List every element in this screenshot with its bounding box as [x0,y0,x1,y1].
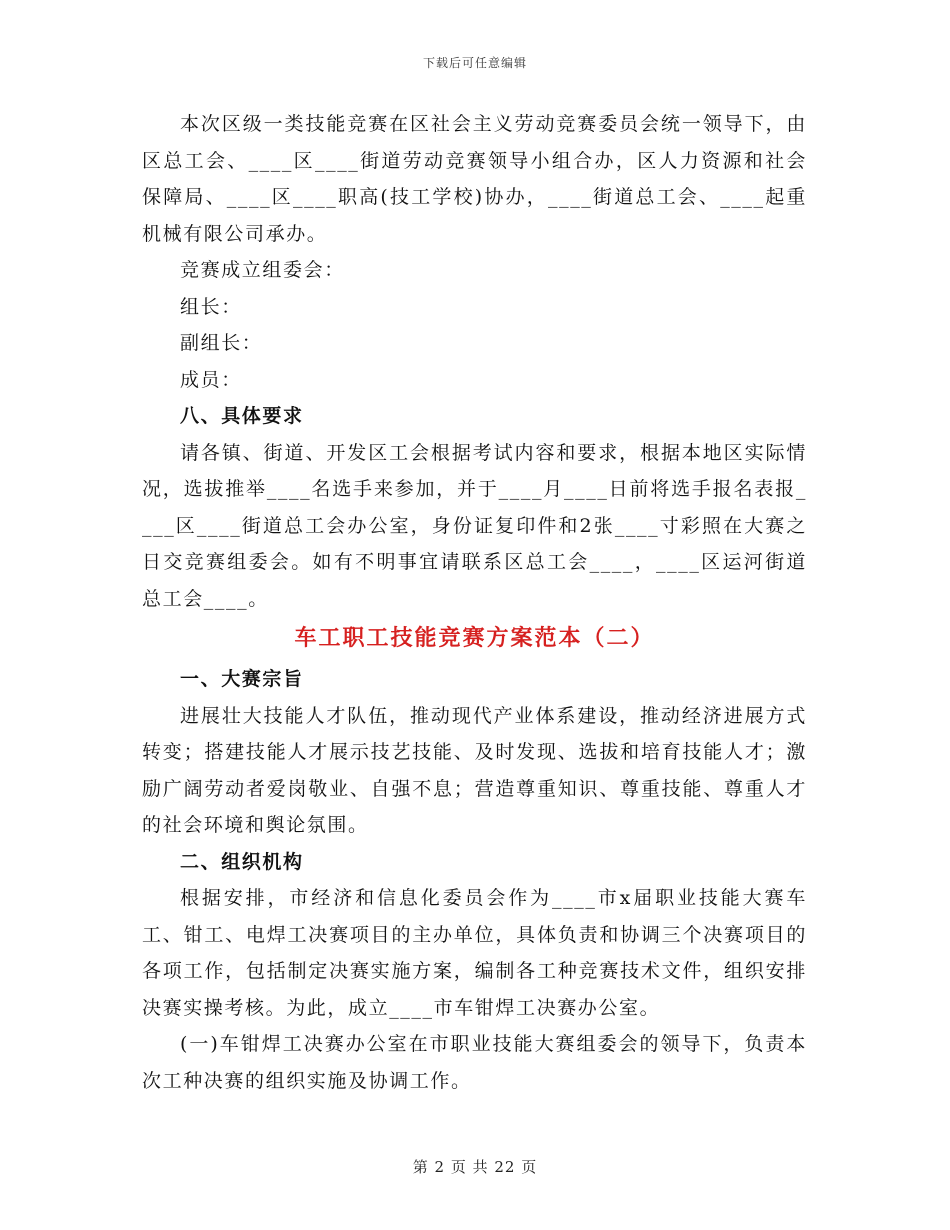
section-heading-requirements: 八、具体要求 [180,405,304,427]
document-body [142,106,807,1099]
paragraph-organizers: 本次区级一类技能竞赛在区社会主义劳动竞赛委员会统一领导下，由区总工会、____区____街道劳动竞赛领导小组合办，区人力资源和社会保障局、____区____职高(技工学校)协办，____街道总工会、____起重机械有限公司承办。 [142,113,807,245]
page-header: 下载后可任意编辑 [422,56,527,70]
committee-label: 竞赛成立组委会： [180,259,345,281]
paragraph-organization: 根据安排，市经济和信息化委员会作为____市x届职业技能大赛车工、钳工、电焊工决赛项目的主办单位，具体负责和协调三个决赛项目的各项工作，包括制定决赛实施方案，编制各工种竞赛技术文件，组织安排决赛实操考核。为此，成立____市车钳焊工决赛办公室。 [142,887,807,1019]
paragraph-purpose: 进展壮大技能人才队伍，推动现代产业体系建设，推动经济进展方式转变；搭建技能人才展示技艺技能、及时发现、选拔和培育技能人才；激励广阔劳动者爱岗敬业、自强不息；营造尊重知识、尊重技能、尊重人才的社会环境和舆论氛围。 [142,704,807,836]
section-heading-purpose: 一、大赛宗旨 [180,668,304,690]
paragraph-requirements: 请各镇、街道、开发区工会根据考试内容和要求，根据本地区实际情况，选拔推举____名选手来参加，并于____月____日前将选手报名表报____区____街道总工会办公室，身份证复印件和2张____寸彩照在大赛之日交竞赛组委会。如有不明事宜请联系区总工会____，____区运河街道总工会____。 [142,441,807,610]
page-number: 第 2 页 共 22 页 [412,1158,538,1176]
section-heading-organization: 二、组织机构 [180,850,304,873]
members-label: 成员： [180,368,242,391]
deputy-leader-label: 副组长： [180,332,263,354]
paragraph-office-duty: (一)车钳焊工决赛办公室在市职业技能大赛组委会的领导下，负责本次工种决赛的组织实施及协调工作。 [142,1033,807,1092]
document-title: 车工职工技能竞赛方案范本（二） [294,626,655,651]
leader-label: 组长： [180,295,242,318]
